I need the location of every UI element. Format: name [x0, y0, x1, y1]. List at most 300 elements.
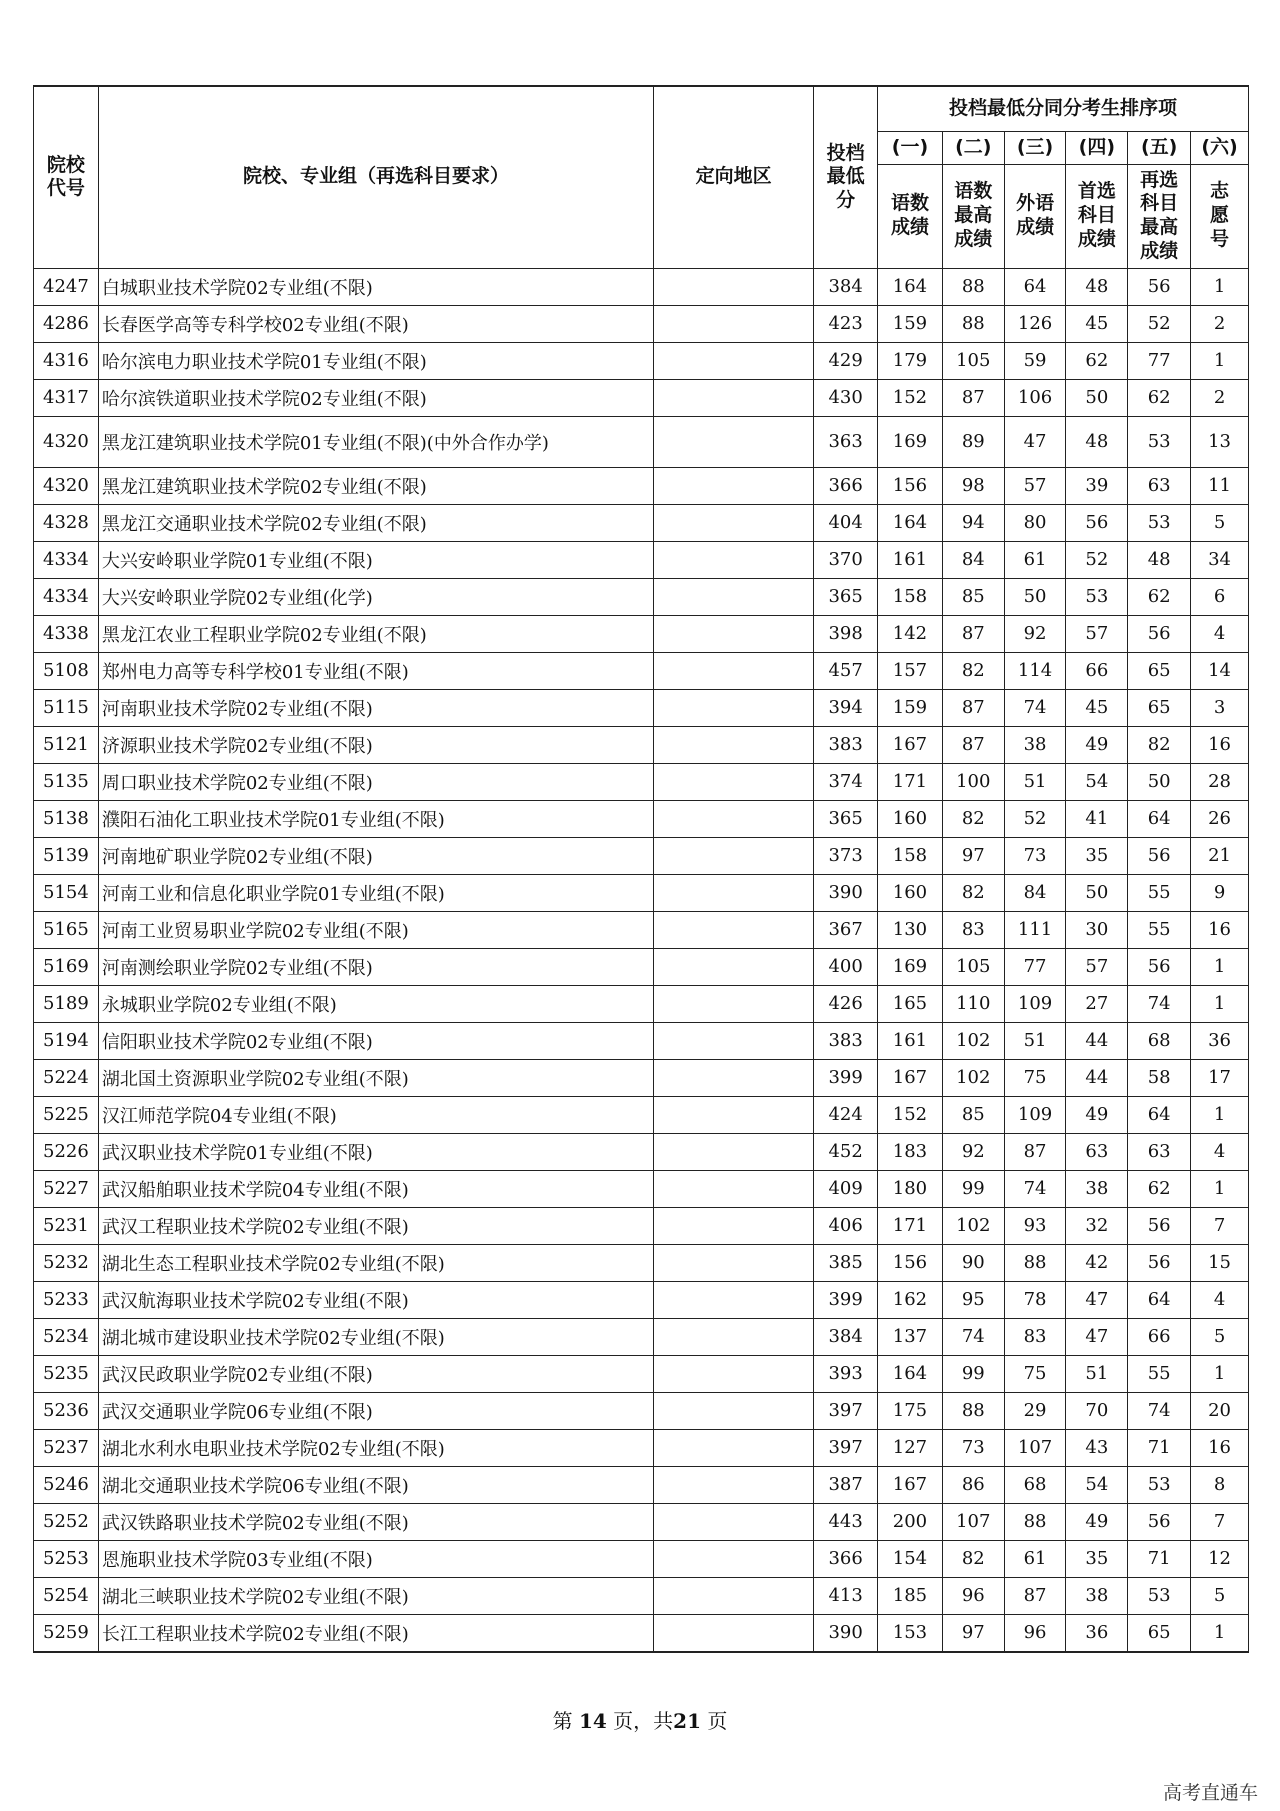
cell-sub2: 85: [942, 1096, 1004, 1133]
cell-sub5: 56: [1128, 948, 1191, 985]
table-row: [34, 1207, 1249, 1244]
cell-sub1: 185: [878, 1577, 943, 1614]
cell-sub2: 87: [942, 379, 1004, 416]
table-row: [34, 1503, 1249, 1540]
cell-sub1: 127: [878, 1429, 943, 1466]
cell-sub5: 48: [1128, 541, 1191, 578]
cell-sub4: 36: [1066, 1614, 1128, 1652]
cell-sub5: 53: [1128, 1577, 1191, 1614]
cell-sub4: 54: [1066, 763, 1128, 800]
cell-region: [654, 1244, 814, 1281]
cell-sub6: 7: [1191, 1503, 1249, 1540]
cell-region: [654, 1614, 814, 1652]
cell-sub4: 47: [1066, 1318, 1128, 1355]
cell-sub3: 38: [1004, 726, 1066, 763]
cell-min-score: 383: [814, 726, 878, 763]
cell-sub2: 84: [942, 541, 1004, 578]
cell-region: [654, 948, 814, 985]
cell-group: 恩施职业技术学院03专业组(不限): [98, 1540, 653, 1577]
cell-sub2: 99: [942, 1170, 1004, 1207]
cell-sub2: 82: [942, 652, 1004, 689]
cell-sub6: 7: [1191, 1207, 1249, 1244]
cell-sub2: 82: [942, 800, 1004, 837]
table-row: [34, 726, 1249, 763]
cell-sub1: 200: [878, 1503, 943, 1540]
cell-sub1: 156: [878, 1244, 943, 1281]
cell-min-score: 373: [814, 837, 878, 874]
cell-sub6: 1: [1191, 1170, 1249, 1207]
cell-group: 湖北生态工程职业技术学院02专业组(不限): [98, 1244, 653, 1281]
cell-sub4: 42: [1066, 1244, 1128, 1281]
cell-sub3: 84: [1004, 874, 1066, 911]
cell-sub1: 171: [878, 763, 943, 800]
cell-min-score: 397: [814, 1429, 878, 1466]
cell-sub2: 86: [942, 1466, 1004, 1503]
table-row: [34, 342, 1249, 379]
cell-sub5: 74: [1128, 1392, 1191, 1429]
cell-sub6: 4: [1191, 615, 1249, 652]
cell-sub4: 38: [1066, 1170, 1128, 1207]
cell-sub1: 180: [878, 1170, 943, 1207]
cell-min-score: 366: [814, 467, 878, 504]
cell-sub5: 64: [1128, 1281, 1191, 1318]
table-row: [34, 467, 1249, 504]
cell-sub1: 167: [878, 1466, 943, 1503]
cell-code: 5165: [34, 911, 99, 948]
cell-code: 5232: [34, 1244, 99, 1281]
cell-code: 5135: [34, 763, 99, 800]
cell-sub6: 1: [1191, 985, 1249, 1022]
cell-group: 武汉工程职业技术学院02专业组(不限): [98, 1207, 653, 1244]
cell-group: 永城职业学院02专业组(不限): [98, 985, 653, 1022]
cell-region: [654, 416, 814, 467]
cell-sub2: 97: [942, 1614, 1004, 1652]
cell-sub1: 162: [878, 1281, 943, 1318]
cell-sub6: 6: [1191, 578, 1249, 615]
cell-sub4: 49: [1066, 1096, 1128, 1133]
table-row: [34, 578, 1249, 615]
cell-sub2: 88: [942, 305, 1004, 342]
cell-min-score: 363: [814, 416, 878, 467]
cell-sub4: 66: [1066, 652, 1128, 689]
cell-group: 濮阳石油化工职业技术学院01专业组(不限): [98, 800, 653, 837]
cell-sub3: 114: [1004, 652, 1066, 689]
cell-sub5: 53: [1128, 504, 1191, 541]
cell-sub4: 48: [1066, 268, 1128, 305]
cell-group: 河南地矿职业学院02专业组(不限): [98, 837, 653, 874]
cell-sub5: 62: [1128, 578, 1191, 615]
cell-region: [654, 837, 814, 874]
table-header: [34, 86, 1249, 268]
cell-sub6: 20: [1191, 1392, 1249, 1429]
cell-code: 5108: [34, 652, 99, 689]
cell-group: 济源职业技术学院02专业组(不限): [98, 726, 653, 763]
cell-group: 河南职业技术学院02专业组(不限): [98, 689, 653, 726]
cell-sub6: 16: [1191, 911, 1249, 948]
cell-region: [654, 1281, 814, 1318]
cell-sub3: 83: [1004, 1318, 1066, 1355]
cell-sub4: 50: [1066, 379, 1128, 416]
cell-min-score: 370: [814, 541, 878, 578]
cell-min-score: 365: [814, 578, 878, 615]
cell-sub3: 73: [1004, 837, 1066, 874]
cell-code: 4247: [34, 268, 99, 305]
cell-region: [654, 1466, 814, 1503]
cell-sub2: 73: [942, 1429, 1004, 1466]
cell-group: 大兴安岭职业学院02专业组(化学): [98, 578, 653, 615]
cell-sub5: 56: [1128, 268, 1191, 305]
cell-sub2: 96: [942, 1577, 1004, 1614]
cell-sub1: 167: [878, 1059, 943, 1096]
cell-sub6: 11: [1191, 467, 1249, 504]
cell-sub2: 87: [942, 689, 1004, 726]
cell-sub1: 164: [878, 504, 943, 541]
cell-group: 汉江师范学院04专业组(不限): [98, 1096, 653, 1133]
cell-sub4: 57: [1066, 615, 1128, 652]
cell-sub4: 35: [1066, 837, 1128, 874]
header-sub-num: (五): [1128, 131, 1191, 164]
cell-group: 哈尔滨铁道职业技术学院02专业组(不限): [98, 379, 653, 416]
cell-sub1: 142: [878, 615, 943, 652]
table-row: [34, 1244, 1249, 1281]
cell-sub2: 82: [942, 1540, 1004, 1577]
cell-sub5: 56: [1128, 1244, 1191, 1281]
cell-sub2: 102: [942, 1207, 1004, 1244]
table-row: [34, 379, 1249, 416]
table-row: [34, 615, 1249, 652]
admission-score-table: [33, 85, 1249, 1653]
cell-group: 湖北三峡职业技术学院02专业组(不限): [98, 1577, 653, 1614]
cell-sub1: 171: [878, 1207, 943, 1244]
cell-sub1: 164: [878, 268, 943, 305]
header-sub-num: (六): [1191, 131, 1249, 164]
cell-region: [654, 1355, 814, 1392]
cell-sub5: 66: [1128, 1318, 1191, 1355]
cell-sub5: 62: [1128, 1170, 1191, 1207]
cell-sub3: 61: [1004, 541, 1066, 578]
cell-sub6: 9: [1191, 874, 1249, 911]
cell-sub6: 5: [1191, 1577, 1249, 1614]
cell-group: 湖北城市建设职业技术学院02专业组(不限): [98, 1318, 653, 1355]
cell-sub4: 32: [1066, 1207, 1128, 1244]
table-row: [34, 1318, 1249, 1355]
cell-region: [654, 1022, 814, 1059]
cell-group: 白城职业技术学院02专业组(不限): [98, 268, 653, 305]
page-footer: [0, 1705, 1280, 1734]
cell-group: 湖北水利水电职业技术学院02专业组(不限): [98, 1429, 653, 1466]
cell-code: 5246: [34, 1466, 99, 1503]
footer-suffix: 页: [707, 1709, 728, 1733]
cell-sub2: 82: [942, 874, 1004, 911]
cell-sub2: 105: [942, 342, 1004, 379]
cell-min-score: 390: [814, 1614, 878, 1652]
table-row: [34, 1022, 1249, 1059]
cell-region: [654, 268, 814, 305]
cell-sub6: 1: [1191, 268, 1249, 305]
cell-sub1: 179: [878, 342, 943, 379]
cell-sub5: 55: [1128, 1355, 1191, 1392]
cell-sub2: 95: [942, 1281, 1004, 1318]
cell-sub3: 78: [1004, 1281, 1066, 1318]
cell-region: [654, 1207, 814, 1244]
cell-region: [654, 911, 814, 948]
cell-region: [654, 1540, 814, 1577]
cell-code: 5154: [34, 874, 99, 911]
table-row: [34, 1392, 1249, 1429]
cell-region: [654, 1096, 814, 1133]
cell-group: 河南测绘职业学院02专业组(不限): [98, 948, 653, 985]
cell-sub5: 58: [1128, 1059, 1191, 1096]
cell-sub4: 43: [1066, 1429, 1128, 1466]
cell-code: 5225: [34, 1096, 99, 1133]
cell-sub5: 68: [1128, 1022, 1191, 1059]
cell-group: 信阳职业技术学院02专业组(不限): [98, 1022, 653, 1059]
cell-sub2: 98: [942, 467, 1004, 504]
cell-sub2: 88: [942, 1392, 1004, 1429]
cell-sub6: 28: [1191, 763, 1249, 800]
cell-sub3: 96: [1004, 1614, 1066, 1652]
cell-sub5: 77: [1128, 342, 1191, 379]
footer-prefix: 第: [552, 1709, 573, 1733]
cell-sub4: 50: [1066, 874, 1128, 911]
cell-sub4: 30: [1066, 911, 1128, 948]
cell-sub4: 27: [1066, 985, 1128, 1022]
header-sub-label: 语数最高成绩: [942, 164, 1004, 268]
cell-sub1: 130: [878, 911, 943, 948]
cell-sub6: 2: [1191, 305, 1249, 342]
cell-sub1: 161: [878, 1022, 943, 1059]
cell-sub2: 74: [942, 1318, 1004, 1355]
cell-sub3: 87: [1004, 1133, 1066, 1170]
cell-sub6: 8: [1191, 1466, 1249, 1503]
cell-sub5: 74: [1128, 985, 1191, 1022]
cell-code: 5252: [34, 1503, 99, 1540]
cell-sub2: 107: [942, 1503, 1004, 1540]
header-sub-num: (三): [1004, 131, 1066, 164]
table-row: [34, 911, 1249, 948]
table-row: [34, 1540, 1249, 1577]
cell-region: [654, 379, 814, 416]
cell-code: 5138: [34, 800, 99, 837]
cell-sub1: 152: [878, 379, 943, 416]
cell-sub3: 59: [1004, 342, 1066, 379]
table-row: [34, 1466, 1249, 1503]
cell-sub5: 64: [1128, 1096, 1191, 1133]
cell-sub1: 165: [878, 985, 943, 1022]
header-group: 院校、专业组（再选科目要求）: [98, 86, 653, 268]
table-row: [34, 985, 1249, 1022]
cell-min-score: 366: [814, 1540, 878, 1577]
cell-sub1: 159: [878, 689, 943, 726]
header-sub-num: (一): [878, 131, 943, 164]
cell-sub4: 51: [1066, 1355, 1128, 1392]
cell-sub3: 50: [1004, 578, 1066, 615]
cell-sub6: 5: [1191, 504, 1249, 541]
cell-sub5: 65: [1128, 689, 1191, 726]
cell-code: 5259: [34, 1614, 99, 1652]
cell-group: 黑龙江建筑职业技术学院01专业组(不限)(中外合作办学): [98, 416, 653, 467]
cell-code: 5235: [34, 1355, 99, 1392]
cell-sub4: 47: [1066, 1281, 1128, 1318]
cell-code: 5236: [34, 1392, 99, 1429]
cell-sub4: 41: [1066, 800, 1128, 837]
cell-sub6: 13: [1191, 416, 1249, 467]
cell-code: 5227: [34, 1170, 99, 1207]
cell-sub6: 2: [1191, 379, 1249, 416]
cell-code: 5231: [34, 1207, 99, 1244]
table-row: [34, 763, 1249, 800]
cell-region: [654, 305, 814, 342]
cell-sub2: 92: [942, 1133, 1004, 1170]
cell-group: 河南工业贸易职业学院02专业组(不限): [98, 911, 653, 948]
cell-sub5: 56: [1128, 615, 1191, 652]
cell-sub3: 61: [1004, 1540, 1066, 1577]
header-code: 院校代号: [34, 86, 99, 268]
cell-sub3: 126: [1004, 305, 1066, 342]
cell-min-score: 367: [814, 911, 878, 948]
cell-sub2: 105: [942, 948, 1004, 985]
cell-sub2: 102: [942, 1022, 1004, 1059]
cell-region: [654, 985, 814, 1022]
cell-sub1: 169: [878, 948, 943, 985]
cell-sub3: 68: [1004, 1466, 1066, 1503]
cell-sub1: 152: [878, 1096, 943, 1133]
cell-group: 郑州电力高等专科学校01专业组(不限): [98, 652, 653, 689]
cell-sub2: 88: [942, 268, 1004, 305]
cell-region: [654, 1503, 814, 1540]
cell-min-score: 387: [814, 1466, 878, 1503]
cell-sub4: 52: [1066, 541, 1128, 578]
cell-sub6: 1: [1191, 948, 1249, 985]
cell-sub4: 62: [1066, 342, 1128, 379]
cell-sub1: 160: [878, 800, 943, 837]
cell-sub3: 80: [1004, 504, 1066, 541]
cell-sub5: 63: [1128, 467, 1191, 504]
table-row: [34, 1133, 1249, 1170]
table-row: [34, 874, 1249, 911]
cell-sub3: 64: [1004, 268, 1066, 305]
table-row: [34, 1355, 1249, 1392]
cell-code: 5121: [34, 726, 99, 763]
cell-code: 4316: [34, 342, 99, 379]
cell-sub6: 1: [1191, 1614, 1249, 1652]
table-row: [34, 1096, 1249, 1133]
cell-sub6: 1: [1191, 1355, 1249, 1392]
cell-sub5: 71: [1128, 1429, 1191, 1466]
cell-sub1: 156: [878, 467, 943, 504]
cell-sub6: 4: [1191, 1281, 1249, 1318]
cell-min-score: 457: [814, 652, 878, 689]
cell-region: [654, 1429, 814, 1466]
cell-sub2: 110: [942, 985, 1004, 1022]
cell-sub5: 53: [1128, 416, 1191, 467]
cell-sub2: 87: [942, 726, 1004, 763]
cell-sub1: 164: [878, 1355, 943, 1392]
cell-sub5: 56: [1128, 1207, 1191, 1244]
header-sub-label: 外语成绩: [1004, 164, 1066, 268]
table-row: [34, 1614, 1249, 1652]
cell-min-score: 413: [814, 1577, 878, 1614]
cell-region: [654, 1392, 814, 1429]
footer-total-pages: 21: [673, 1709, 702, 1733]
cell-sub1: 160: [878, 874, 943, 911]
cell-sub2: 83: [942, 911, 1004, 948]
cell-min-score: 429: [814, 342, 878, 379]
cell-sub2: 102: [942, 1059, 1004, 1096]
cell-sub4: 57: [1066, 948, 1128, 985]
cell-min-score: 390: [814, 874, 878, 911]
cell-code: 5226: [34, 1133, 99, 1170]
cell-sub6: 14: [1191, 652, 1249, 689]
cell-sub3: 75: [1004, 1059, 1066, 1096]
cell-group: 黑龙江交通职业技术学院02专业组(不限): [98, 504, 653, 541]
cell-min-score: 399: [814, 1281, 878, 1318]
cell-group: 河南工业和信息化职业学院01专业组(不限): [98, 874, 653, 911]
cell-min-score: 394: [814, 689, 878, 726]
cell-min-score: 409: [814, 1170, 878, 1207]
cell-min-score: 384: [814, 268, 878, 305]
cell-sub3: 107: [1004, 1429, 1066, 1466]
cell-sub1: 161: [878, 541, 943, 578]
header-region: 定向地区: [654, 86, 814, 268]
cell-sub3: 88: [1004, 1244, 1066, 1281]
table-row: [34, 948, 1249, 985]
cell-code: 4338: [34, 615, 99, 652]
cell-region: [654, 1577, 814, 1614]
cell-sub6: 1: [1191, 1096, 1249, 1133]
cell-region: [654, 1059, 814, 1096]
cell-sub4: 53: [1066, 578, 1128, 615]
cell-code: 5253: [34, 1540, 99, 1577]
cell-sub5: 55: [1128, 874, 1191, 911]
table-row: [34, 504, 1249, 541]
cell-sub3: 74: [1004, 689, 1066, 726]
cell-group: 周口职业技术学院02专业组(不限): [98, 763, 653, 800]
cell-sub1: 159: [878, 305, 943, 342]
cell-group: 武汉航海职业技术学院02专业组(不限): [98, 1281, 653, 1318]
cell-min-score: 430: [814, 379, 878, 416]
cell-sub4: 38: [1066, 1577, 1128, 1614]
cell-code: 4334: [34, 578, 99, 615]
cell-sub2: 87: [942, 615, 1004, 652]
cell-sub3: 88: [1004, 1503, 1066, 1540]
cell-group: 武汉职业技术学院01专业组(不限): [98, 1133, 653, 1170]
cell-min-score: 399: [814, 1059, 878, 1096]
cell-sub3: 52: [1004, 800, 1066, 837]
watermark: 高考直通车: [1162, 1782, 1258, 1804]
cell-sub6: 17: [1191, 1059, 1249, 1096]
cell-region: [654, 504, 814, 541]
cell-group: 湖北交通职业技术学院06专业组(不限): [98, 1466, 653, 1503]
header-sub-num: (二): [942, 131, 1004, 164]
cell-region: [654, 763, 814, 800]
cell-group: 武汉交通职业学院06专业组(不限): [98, 1392, 653, 1429]
cell-sub6: 4: [1191, 1133, 1249, 1170]
header-sub-label: 语数成绩: [878, 164, 943, 268]
cell-sub3: 109: [1004, 1096, 1066, 1133]
cell-sub1: 154: [878, 1540, 943, 1577]
header-sub-num: (四): [1066, 131, 1128, 164]
cell-sub6: 36: [1191, 1022, 1249, 1059]
cell-code: 5194: [34, 1022, 99, 1059]
cell-sub2: 89: [942, 416, 1004, 467]
cell-sub4: 35: [1066, 1540, 1128, 1577]
cell-region: [654, 1133, 814, 1170]
cell-sub6: 16: [1191, 1429, 1249, 1466]
cell-sub3: 77: [1004, 948, 1066, 985]
cell-region: [654, 800, 814, 837]
cell-min-score: 423: [814, 305, 878, 342]
